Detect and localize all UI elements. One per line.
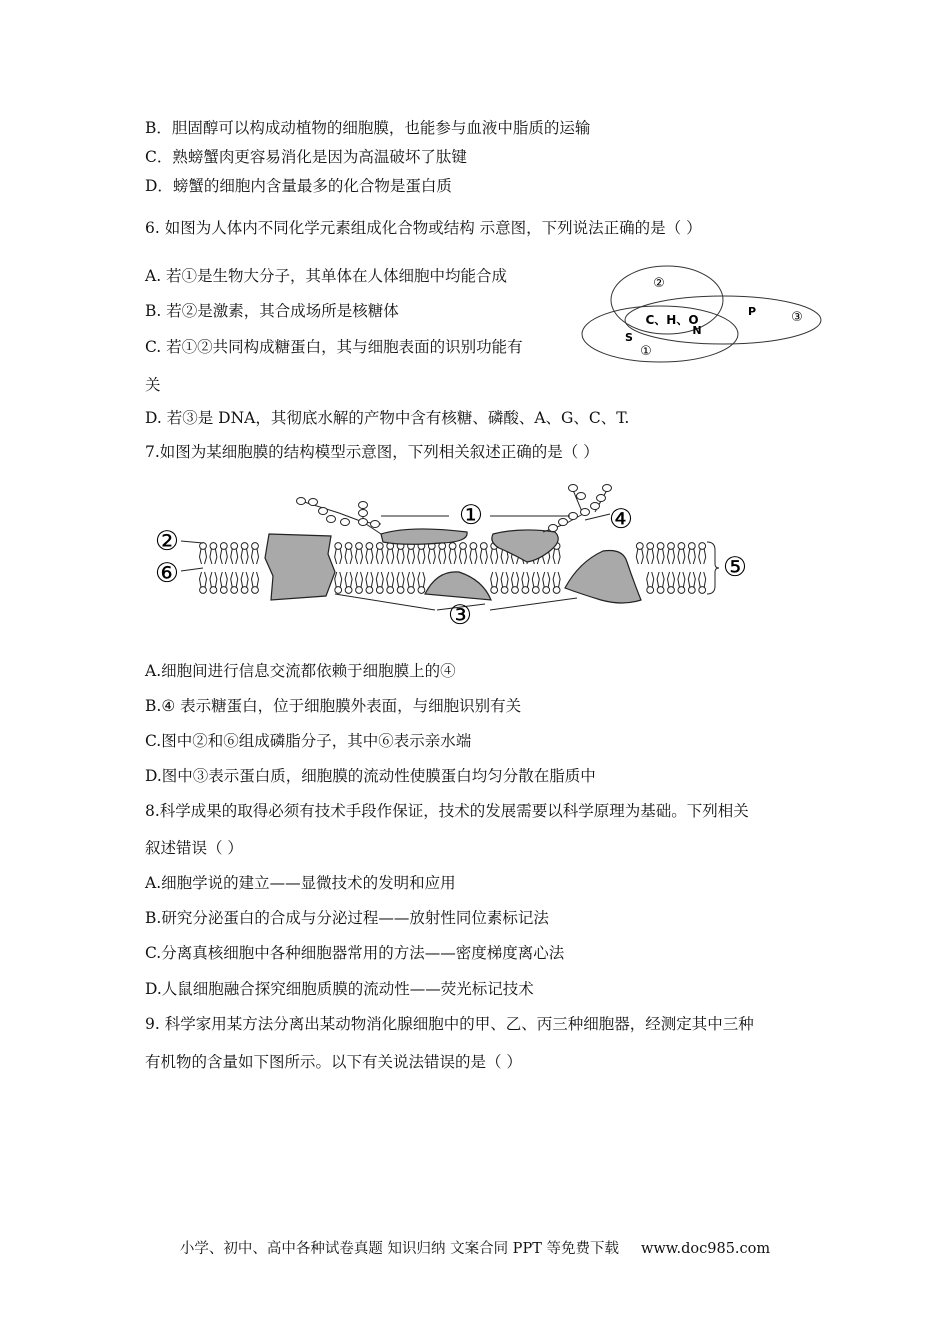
membrane-label-5: ⑤ [722, 552, 748, 583]
q8-option-a: A.细胞学说的建立——显微技术的发明和应用 [145, 874, 456, 892]
venn-element-p: P [747, 305, 757, 318]
leader-6 [181, 568, 203, 571]
q6-option-a: A. 若①是生物大分子，其单体在人体细胞中均能合成 [145, 267, 508, 285]
channel-protein [265, 534, 335, 600]
membrane-label-3: ③ [447, 600, 473, 631]
peripheral-protein-top [381, 529, 467, 544]
q8-option-c: C.分离真核细胞中各种细胞器常用的方法——密度梯度离心法 [145, 944, 565, 962]
membrane-label-2: ② [154, 526, 180, 557]
sugar-chain-right [543, 485, 612, 533]
q8-stem-line1: 8.科学成果的取得必须有技术手段作保证，技术的发展需要以科学原理为基础。下列相关 [145, 802, 749, 820]
venn-label-3: ③ [791, 310, 803, 325]
footer-website-link[interactable]: www.doc985.com [640, 1241, 771, 1257]
venn-label-2: ② [653, 276, 665, 291]
leader-2 [181, 541, 203, 543]
q6-option-c: C. 若①②共同构成糖蛋白，其与细胞表面的识别功能有 [145, 338, 523, 356]
membrane-diagram [145, 476, 760, 636]
q6-option-b: B. 若②是激素，其合成场所是核糖体 [145, 302, 399, 320]
q9-stem-line1: 9. 科学家用某方法分离出某动物消化腺细胞中的甲、乙、丙三种细胞器，经测定其中三种 [145, 1015, 754, 1033]
q7-option-c: C.图中②和⑥组成磷脂分子，其中⑥表示亲水端 [145, 732, 472, 750]
footer-promo-text: 小学、初中、高中各种试卷真题 知识归纳 文案合同 PPT 等免费下载 [179, 1241, 619, 1257]
q9-stem-line2: 有机物的含量如下图所示。以下有关说法错误的是（ ） [145, 1053, 522, 1071]
membrane-label-6: ⑥ [154, 558, 180, 589]
q7-option-b: B.④ 表示糖蛋白，位于细胞膜外表面，与细胞识别有关 [145, 697, 522, 715]
q6-option-c-cont: 关 [145, 376, 161, 394]
venn-label-1: ① [640, 344, 652, 359]
leader-3-left [335, 594, 435, 610]
venn-center-elements: C、H、O [645, 313, 699, 327]
page-footer [0, 1237, 950, 1258]
embedded-protein-bottom [425, 572, 491, 600]
q6-stem: 6. 如图为人体内不同化学元素组成化合物或结构 示意图，下列说法正确的是（ ） [145, 219, 702, 237]
q5-option-d: D．螃蟹的细胞内含量最多的化合物是蛋白质 [145, 177, 452, 195]
glycoprotein-body [492, 530, 558, 562]
q7-option-d: D.图中③表示蛋白质，细胞膜的流动性使膜蛋白均匀分散在脂质中 [145, 767, 596, 785]
leader-3-right [490, 598, 577, 610]
q5-option-c: C．熟螃蟹肉更容易消化是因为高温破坏了肽键 [145, 148, 467, 166]
q8-stem-line2: 叙述错误（ ） [145, 839, 243, 857]
venn-element-s: S [625, 331, 633, 344]
transmembrane-protein-right [565, 550, 641, 603]
q6-option-d: D. 若③是 DNA，其彻底水解的产物中含有核糖、磷酸、A、G、C、T. [145, 409, 630, 427]
q8-option-d: D.人鼠细胞融合探究细胞质膜的流动性——荧光标记技术 [145, 980, 534, 998]
venn-element-n: N [692, 324, 702, 337]
sugar-chain-left [297, 498, 382, 535]
q5-option-b: B．胆固醇可以构成动植物的细胞膜，也能参与血液中脂质的运输 [145, 119, 591, 137]
membrane-label-1: ① [458, 500, 484, 531]
leader-4 [585, 514, 610, 520]
membrane-label-4: ④ [608, 504, 634, 535]
bracket-5 [707, 542, 719, 594]
q8-option-b: B.研究分泌蛋白的合成与分泌过程——放射性同位素标记法 [145, 909, 549, 927]
q7-stem: 7.如图为某细胞膜的结构模型示意图，下列相关叙述正确的是（ ） [145, 443, 599, 461]
q7-option-a: A.细胞间进行信息交流都依赖于细胞膜上的④ [145, 662, 456, 680]
element-venn-diagram [575, 262, 830, 372]
